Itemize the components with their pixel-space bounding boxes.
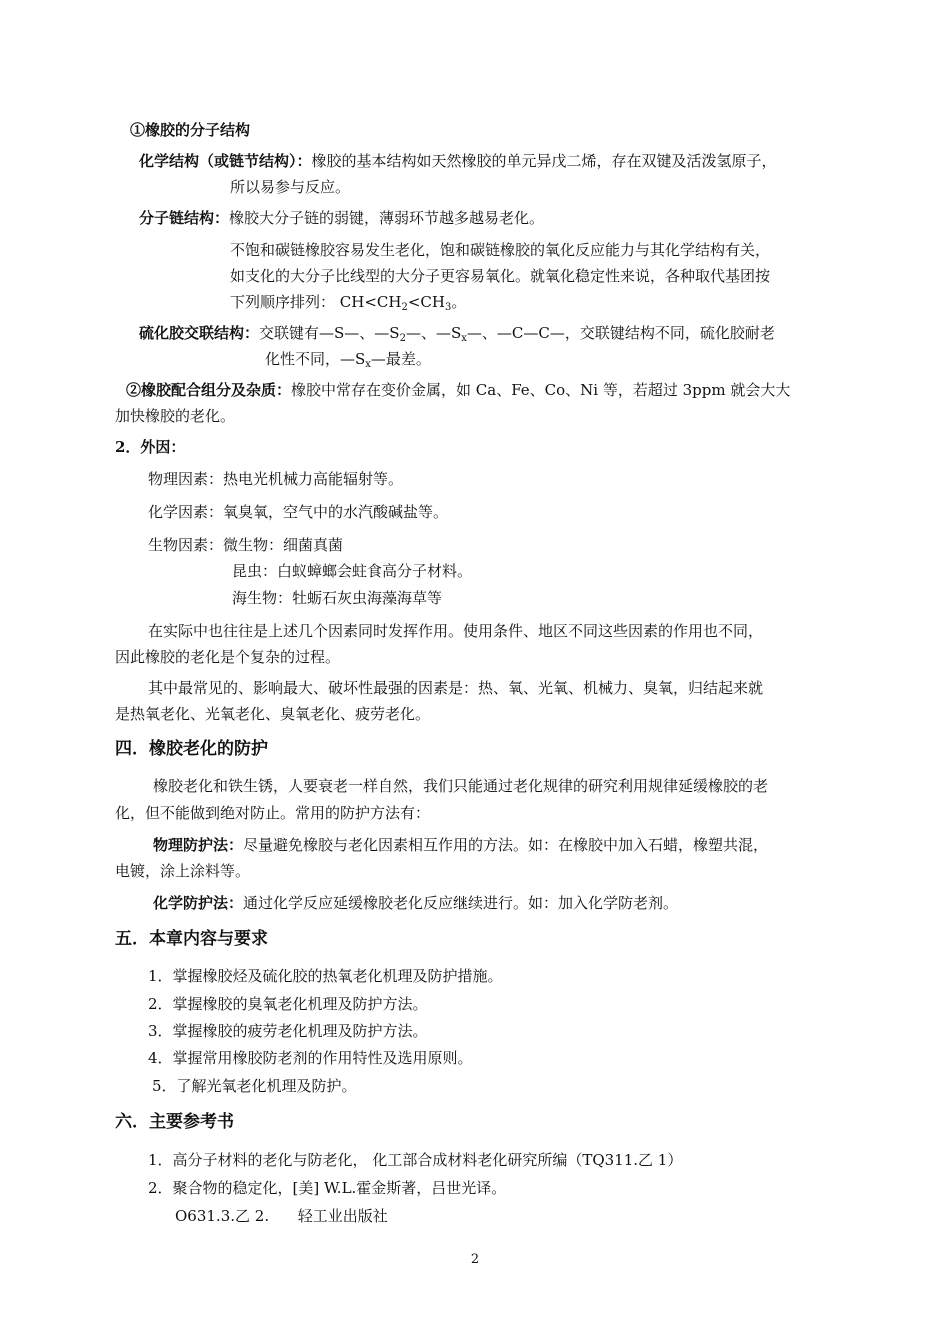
chemical-factors: 化学因素：氧臭氧，空气中的水汽酸碱盐等。: [148, 503, 449, 521]
compounding-text: 橡胶中常存在变价金属，如 Ca、Fe、Co、Ni 等，若超过 3ppm 就会大大: [291, 381, 791, 399]
chemical-protection-text: 通过化学反应延缓橡胶老化反应继续进行。如：加入化学防老剂。: [243, 894, 679, 912]
vulc2-sub-a: x: [365, 359, 371, 370]
external-factors-heading: 2．外因：: [115, 438, 186, 456]
compounding-text-cont: 加快橡胶的老化。: [115, 407, 236, 425]
unsaturated-text-1: 不饱和碳链橡胶容易发生老化，饱和碳链橡胶的氧化反应能力与其化学结构有关，: [230, 241, 771, 259]
physical-protection-line: [153, 835, 768, 855]
protection-intro-1: 橡胶老化和铁生锈，人要衰老一样自然，我们只能通过老化规律的研究利用规律延缓橡胶的老: [153, 777, 769, 795]
chemical-protection-line: [153, 893, 678, 913]
main-factors-text-1: 其中最常见的、影响最大、破坏性最强的因素是：热、氧、光氧、机械力、臭氧，归结起来就: [148, 679, 764, 697]
protection-heading: 四．橡胶老化的防护: [115, 739, 268, 759]
biological-factors: 生物因素：微生物：细菌真菌: [148, 536, 344, 554]
order-text-a: 下列顺序排列： CH<CH: [230, 293, 402, 311]
requirement-item: 5．了解光氧老化机理及防护。: [152, 1077, 357, 1095]
physical-protection-label: 物理防护法：: [153, 836, 244, 854]
chain-structure-text: 橡胶大分子链的弱键，薄弱环节越多越易老化。: [229, 209, 545, 227]
order-text-b: <CH: [407, 293, 445, 311]
compounding-label: ②橡胶配合组分及杂质：: [126, 381, 292, 399]
physical-factors: 物理因素：热电光机械力高能辐射等。: [148, 470, 404, 488]
chemical-structure-text-cont: 所以易参与反应。: [230, 178, 351, 196]
order-sub-b: 3: [444, 302, 452, 313]
requirement-item: 1．掌握橡胶烃及硫化胶的热氧老化机理及防护措施。: [148, 967, 503, 985]
vulcanizate-label: 硫化胶交联结构：: [139, 324, 260, 342]
chain-structure-label: 分子链结构：: [139, 209, 230, 227]
order-sub-a: 2: [401, 302, 408, 313]
page-number: 2: [470, 1252, 480, 1267]
chemical-structure-line: [139, 151, 777, 171]
vulc-text-a: 交联键有—S—、—S: [259, 324, 400, 342]
chemical-protection-label: 化学防护法：: [153, 894, 244, 912]
main-factors-text-2: 是热氧老化、光氧老化、臭氧老化、疲劳老化。: [115, 705, 431, 723]
protection-intro-2: 化，但不能做到绝对防止。常用的防护方法有：: [115, 804, 431, 822]
chapter-requirements-heading: 五．本章内容与要求: [115, 929, 268, 949]
requirement-item: 2．掌握橡胶的臭氧老化机理及防护方法。: [148, 995, 428, 1013]
molecular-structure-heading: ①橡胶的分子结构: [130, 121, 251, 139]
vulc-text-b: —、—S: [405, 324, 462, 342]
references-heading: 六．主要参考书: [115, 1112, 234, 1132]
vulc-sub-b: x: [461, 333, 467, 344]
chemical-structure-text: 橡胶的基本结构如天然橡胶的单元异戊二烯，存在双键及活泼氢原子，: [311, 152, 777, 170]
vulc-sub-a: 2: [399, 333, 406, 344]
requirement-item: 4．掌握常用橡胶防老剂的作用特性及选用原则。: [148, 1049, 473, 1067]
compounding-line: [126, 380, 790, 400]
chain-structure-line: [139, 208, 544, 228]
chemical-structure-label: 化学结构（或链节结构）：: [139, 152, 312, 170]
combined-factors-text-1: 在实际中也往往是上述几个因素同时发挥作用。使用条件、地区不同这些因素的作用也不同，: [148, 622, 764, 640]
vulc-text-c: —、—C—C—，交联键结构不同，硫化胶耐老: [466, 324, 775, 342]
combined-factors-text-2: 因此橡胶的老化是个复杂的过程。: [115, 648, 341, 666]
reference-2-callnumber: O631.3.乙 2. 轻工业出版社: [175, 1207, 388, 1225]
requirement-item: 3．掌握橡胶的疲劳老化机理及防护方法。: [148, 1022, 428, 1040]
unsaturated-text-2: 如支化的大分子比线型的大分子更容易氧化。就氧化稳定性来说，各种取代基团按: [230, 267, 771, 285]
physical-protection-text-cont: 电镀，涂上涂料等。: [115, 862, 251, 880]
vulc2-text-a: 化性不同，—S: [265, 350, 366, 368]
vulcanizate-line: [139, 323, 775, 343]
vulc2-text-b: —最差。: [370, 350, 431, 368]
insect-factors: 昆虫：白蚁蟑螂会蛀食高分子材料。: [232, 562, 473, 580]
reference-2: 2．聚合物的稳定化，[美] W.L.霍金斯著，吕世光译。: [148, 1179, 507, 1197]
marine-factors: 海生物：牡蛎石灰虫海藻海草等: [232, 589, 443, 607]
reference-1: 1．高分子材料的老化与防老化， 化工部合成材料老化研究所编（TQ311.乙 1）: [148, 1151, 683, 1169]
order-text-c: 。: [451, 293, 467, 311]
vulcanizate-line-cont: [265, 349, 431, 369]
substituent-order-line: [230, 292, 466, 312]
physical-protection-text: 尽量避免橡胶与老化因素相互作用的方法。如：在橡胶中加入石蜡，橡塑共混，: [243, 836, 769, 854]
